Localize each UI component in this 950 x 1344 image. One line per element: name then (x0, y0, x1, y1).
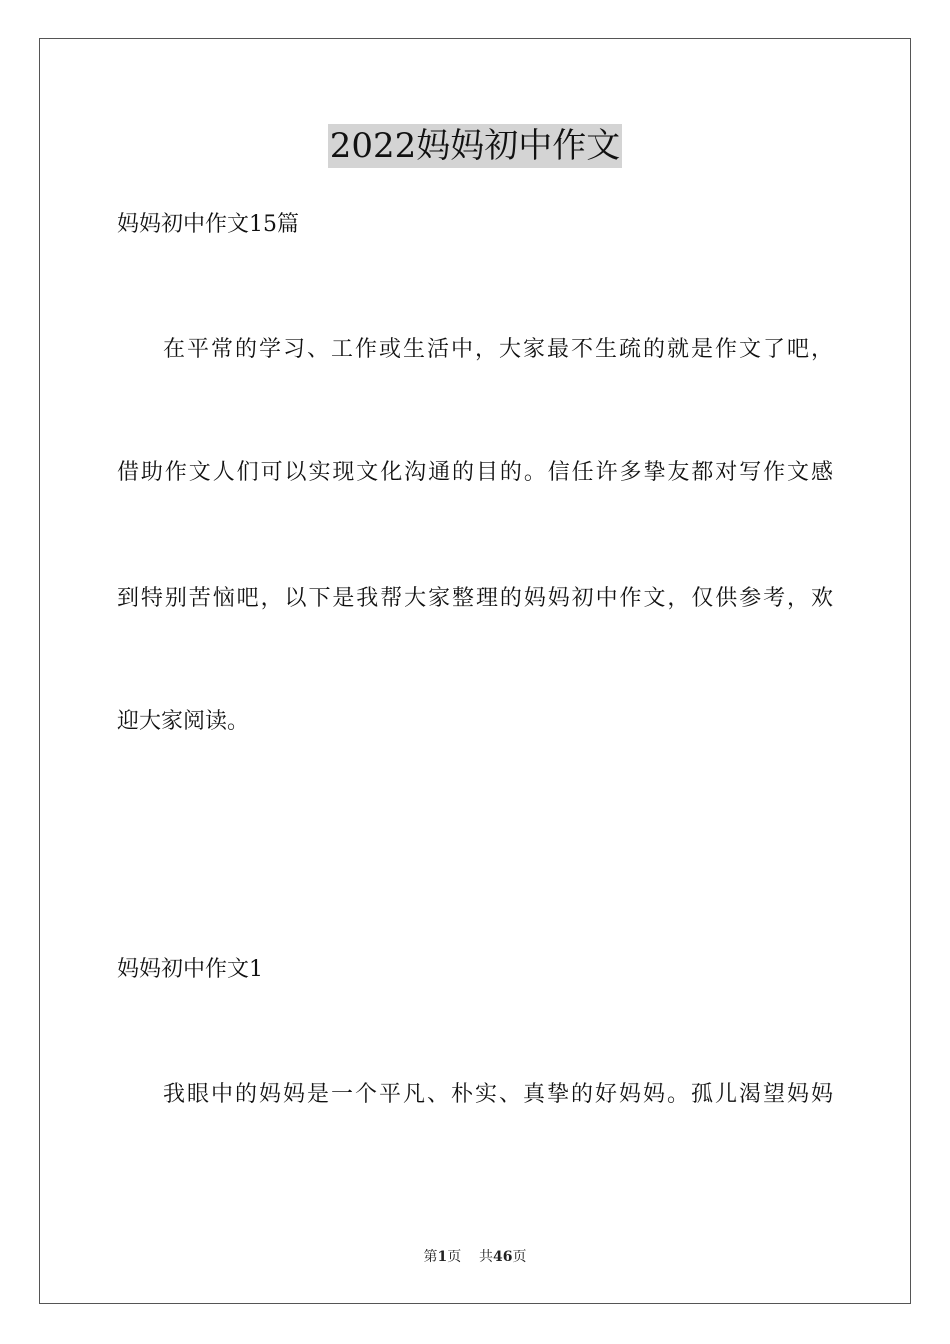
footer-total-prefix: 共 (479, 1249, 494, 1265)
footer-page-suffix: 页 (447, 1249, 462, 1265)
footer-total-suffix: 页 (512, 1249, 527, 1265)
title-container (0, 124, 950, 168)
section-heading: 妈妈初中作文1 (117, 957, 263, 982)
intro-line-4: 迎大家阅读。 (117, 709, 250, 734)
footer-page-prefix: 第 (423, 1249, 438, 1265)
document-subtitle: 妈妈初中作文15篇 (117, 212, 299, 237)
footer-total-pages: 46 (493, 1249, 513, 1265)
intro-line-1: 在平常的学习、工作或生活中，大家最不生疏的就是作文了吧， (163, 337, 833, 362)
intro-line-2: 借助作文人们可以实现文化沟通的目的。信任许多挚友都对写作文感 (117, 460, 833, 485)
footer-page-number: 1 (437, 1249, 448, 1265)
document-title: 2022妈妈初中作文 (329, 126, 621, 166)
intro-line-3: 到特别苦恼吧，以下是我帮大家整理的妈妈初中作文，仅供参考，欢 (117, 586, 833, 611)
section-paragraph-line-1: 我眼中的妈妈是一个平凡、朴实、真挚的好妈妈。孤儿渴望妈妈 (163, 1082, 833, 1107)
page-footer (0, 1248, 950, 1266)
